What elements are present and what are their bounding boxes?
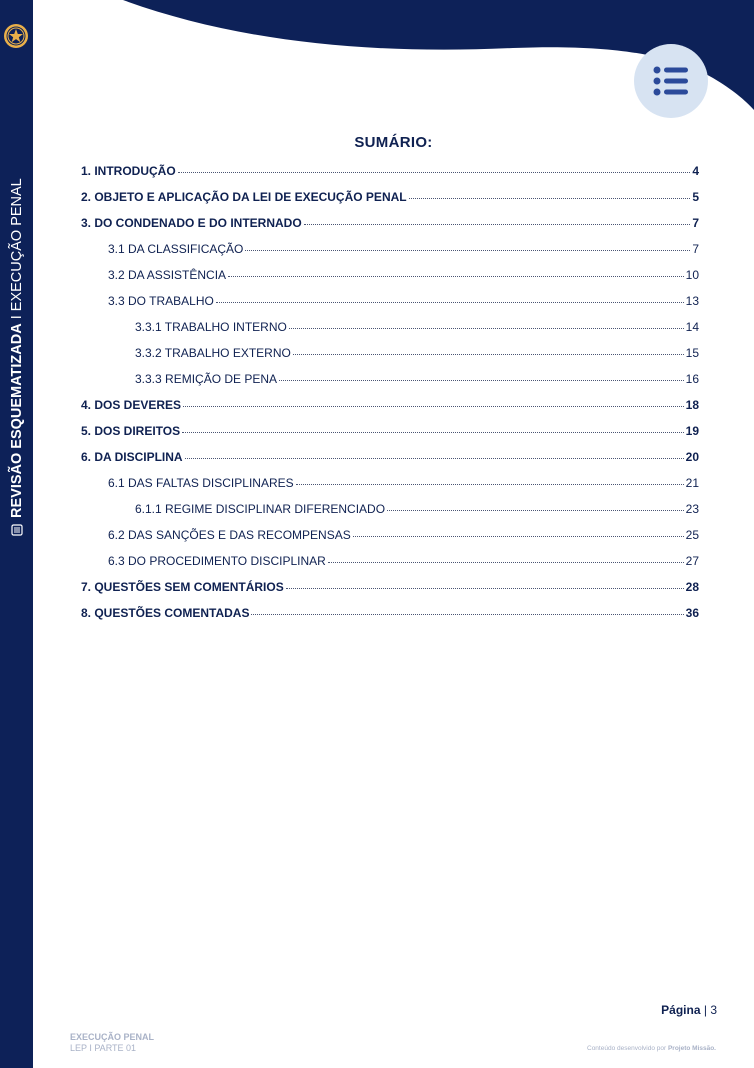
document-icon [11,524,23,536]
toc-entry[interactable] [81,216,699,234]
toc-entry-page: 7 [692,216,699,230]
toc-entry[interactable] [81,580,699,598]
toc-entry-label: 6.1 DAS FALTAS DISCIPLINARES [108,476,294,490]
toc-dot-leader [228,276,684,277]
toc-entry[interactable] [135,320,699,338]
toc-dot-leader [182,432,684,433]
toc-dot-leader [304,224,691,225]
toc-dot-leader [251,614,683,615]
footer-credit-name: Projeto Missão. [667,1045,716,1052]
toc-title: SUMÁRIO: [354,134,433,151]
toc-dot-leader [409,198,691,199]
toc-entry-page: 23 [685,502,699,516]
footer-credit [587,1045,716,1052]
toc-entry[interactable] [135,346,699,364]
toc-entry-label: 6.1.1 REGIME DISCIPLINAR DIFERENCIADO [135,502,386,516]
toc-entry-label: 8. QUESTÕES COMENTADAS [81,606,250,620]
footer-subject: EXECUÇÃO PENAL [70,1032,155,1042]
toc-dot-leader [328,562,684,563]
toc-entry-label: 1. INTRODUÇÃO [81,164,176,178]
toc-dot-leader [245,250,690,251]
toc-entry-label: 5. DOS DIREITOS [81,424,181,438]
page-separator: | [700,1003,711,1017]
toc-entry-label: 3.3 DO TRABALHO [108,294,214,308]
sidebar [0,0,33,1068]
toc-entry-label: 3.3.1 TRABALHO INTERNO [135,320,287,334]
toc-entry[interactable] [81,164,699,182]
toc-entry-page: 15 [685,346,699,360]
toc-entry[interactable] [108,268,699,286]
toc-entry-page: 36 [685,606,699,620]
footer-credit-prefix: Conteúdo desenvolvido por [587,1045,668,1052]
toc-entry[interactable] [108,242,699,260]
toc-entry[interactable] [135,502,699,520]
toc-dot-leader [185,458,684,459]
list-icon [653,65,689,97]
toc-entry-page: 4 [692,164,699,178]
toc-entry-page: 16 [685,372,699,386]
toc-entry-label: 3.2 DA ASSISTÊNCIA [108,268,227,282]
toc-entry[interactable] [108,528,699,546]
toc-dot-leader [289,328,684,329]
toc-entry[interactable] [108,554,699,572]
page-number: 3 [710,1003,717,1017]
toc-entry-label: 6.3 DO PROCEDIMENTO DISCIPLINAR [108,554,326,568]
toc-entry-label: 4. DOS DEVERES [81,398,182,412]
toc-entry[interactable] [81,398,699,416]
toc-entry[interactable] [81,450,699,468]
toc-dot-leader [183,406,684,407]
page-label: Página [661,1003,701,1017]
toc-entry-page: 5 [692,190,699,204]
toc-entry[interactable] [135,372,699,390]
toc-entry-page: 14 [685,320,699,334]
toc-entry[interactable] [108,476,699,494]
toc-entry-label: 6. DA DISCIPLINA [81,450,183,464]
toc-entry-label: 3.3.2 TRABALHO EXTERNO [135,346,291,360]
menu-button[interactable] [634,44,708,118]
toc-dot-leader [293,354,684,355]
star-badge-icon [3,23,29,49]
toc-entry-page: 19 [685,424,699,438]
toc-dot-leader [216,302,684,303]
toc-entry-label: 3.1 DA CLASSIFICAÇÃO [108,242,244,256]
toc-entry-page: 10 [685,268,699,282]
page-indicator [661,1003,717,1017]
toc-entry[interactable] [81,424,699,442]
toc-dot-leader [279,380,684,381]
toc-entry[interactable] [81,190,699,208]
sidebar-title-rest: I EXECUÇÃO PENAL [9,178,25,324]
toc-entry-label: 6.2 DAS SANÇÕES E DAS RECOMPENSAS [108,528,351,542]
toc-entry-page: 21 [685,476,699,490]
toc-entry-page: 7 [692,242,699,256]
toc-entry-page: 25 [685,528,699,542]
toc-dot-leader [353,536,684,537]
toc-entry-label: 3. DO CONDENADO E DO INTERNADO [81,216,302,230]
toc-entry-page: 27 [685,554,699,568]
toc-entry-page: 20 [685,450,699,464]
toc-entry[interactable] [81,606,699,624]
sidebar-title [8,176,26,536]
sidebar-title-bold: REVISÃO ESQUEMATIZADA [9,323,25,518]
toc-entry-label: 7. QUESTÕES SEM COMENTÁRIOS [81,580,284,594]
toc-entry-page: 28 [685,580,699,594]
footer-subject-block [70,1032,154,1054]
toc-dot-leader [286,588,684,589]
toc-dot-leader [296,484,684,485]
toc-entry-page: 13 [685,294,699,308]
toc-entry[interactable] [108,294,699,312]
toc-entry-label: 3.3.3 REMIÇÃO DE PENA [135,372,278,386]
toc-dot-leader [178,172,691,173]
toc-entry-label: 2. OBJETO E APLICAÇÃO DA LEI DE EXECUÇÃO PENAL [81,190,407,204]
toc-entry-page: 18 [685,398,699,412]
toc-dot-leader [387,510,684,511]
footer-part: LEP I PARTE 01 [70,1043,137,1053]
